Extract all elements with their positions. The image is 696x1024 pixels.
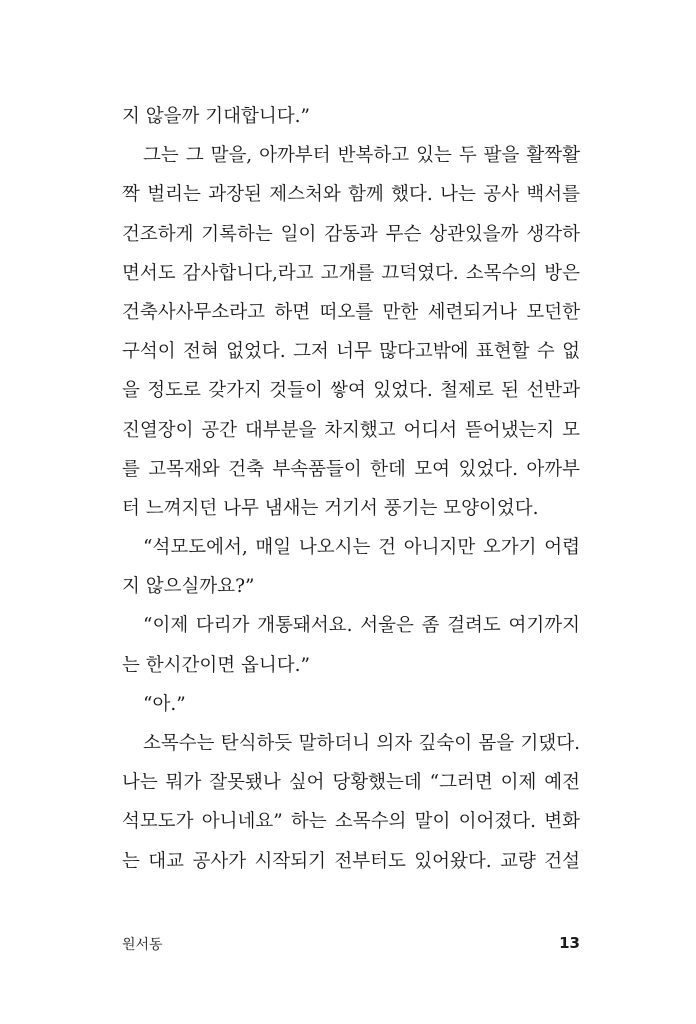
running-title: 원서동 xyxy=(122,937,163,953)
text-line: 나는 뭐가 잘못됐나 싶어 당황했는데 “그러면 이제 예전 xyxy=(122,772,580,794)
text-line: 는 대교 공사가 시작되기 전부터도 있어왔다. 교량 건설 xyxy=(122,850,580,872)
text-line: 석모도가 아니네요” 하는 소목수의 말이 이어졌다. 변화 xyxy=(122,811,580,833)
text-line: 터 느껴지던 나무 냄새는 거기서 풍기는 모양이었다. xyxy=(122,497,539,519)
text-line: 지 않을까 기대합니다.” xyxy=(122,106,310,127)
text-line: 진열장이 공간 대부분을 차지했고 어디서 뜯어냈는지 모 xyxy=(122,419,580,441)
text-line: 그는 그 말을, 아까부터 반복하고 있는 두 팔을 활짝활 xyxy=(143,145,580,167)
text-line: “석모도에서, 매일 나오시는 건 아니지만 오가기 어렵 xyxy=(143,537,580,559)
text-line: “이제 다리가 개통돼서요. 서울은 좀 걸려도 여기까지 xyxy=(143,615,580,637)
text-line: 짝 벌리는 과장된 제스처와 함께 했다. 나는 공사 백서를 xyxy=(122,184,580,206)
text-line: 면서도 감사합니다,라고 고개를 끄덕였다. 소목수의 방은 xyxy=(122,262,580,284)
body-text xyxy=(122,103,580,887)
page-footer xyxy=(122,934,580,954)
text-line: 를 고목재와 건축 부속품들이 한데 모여 있었다. 아까부 xyxy=(122,458,580,480)
page-number: 13 xyxy=(559,934,580,952)
text-line: 구석이 전혀 없었다. 그저 너무 많다고밖에 표현할 수 없 xyxy=(122,341,580,363)
text-line: 소목수는 탄식하듯 말하더니 의자 깊숙이 몸을 기댔다. xyxy=(143,733,580,754)
text-line: 는 한시간이면 옵니다.” xyxy=(122,654,310,676)
text-line: 건조하게 기록하는 일이 감동과 무슨 상관있을까 생각하 xyxy=(122,223,580,245)
text-line: 지 않으실까요?” xyxy=(122,576,255,598)
text-line: “아.” xyxy=(143,693,186,715)
text-line: 건축사사무소라고 하면 떠오를 만한 세련되거나 모던한 xyxy=(122,301,580,323)
text-line: 을 정도로 갖가지 것들이 쌓여 있었다. 철제로 된 선반과 xyxy=(122,380,580,402)
